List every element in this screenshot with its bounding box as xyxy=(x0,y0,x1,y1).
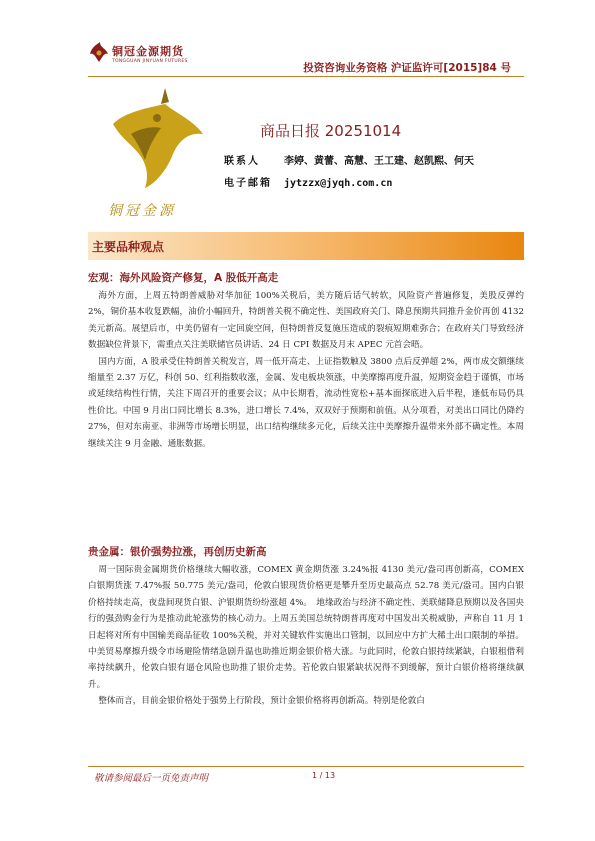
macro-heading: 宏观：海外风险资产修复，A 股低开高走 xyxy=(88,272,279,284)
metals-paragraph-2: 整体而言，目前金银价格处于强势上行阶段，预计金银价格将再创新高。特别是伦敦白 xyxy=(98,696,425,707)
section-header-bar xyxy=(88,232,524,260)
page-number: 1 / 13 xyxy=(312,771,336,780)
contact-label: 联系人 xyxy=(224,156,260,167)
company-logo xyxy=(88,40,198,74)
metals-heading: 贵金属：银价强势拉涨，再创历史新高 xyxy=(88,546,267,558)
logo-company-name: 铜冠金源期货 xyxy=(112,45,184,58)
macro-paragraph-2: 国内方面，A 股承受住特朗普关税发言，周一低开高走、上证指数触及 3800 点后反弹超 2%，两市成交额继续缩量至 2.37 万亿，科创 50、红利指数收涨，金属、发电板块领涨，中美摩擦再度升温，短期资金趋于谨慎，市场或延续结构性行情，关注下周召开的重要会议；从中长期看，流动性宽松+基本面探底进入后半程，逢低布局仍具性价比。中国 9 月出口同比增长 8.3%，进口增长 7.4%，双双好于预期和前值。从分项看，对美出口同比仍降约 27%，但对东南亚、非洲等市场增长明显，出口结构继续多元化，后续关注中美摩擦升温带来外部不确定性。本周继续关注 9 月金融、通胀数据。 xyxy=(88,356,524,449)
logo-company-name-en: TONGGUAN JINYUAN FUTURES xyxy=(112,59,188,64)
emblem-caption: 铜冠金源 xyxy=(108,203,176,219)
report-title: 商品日报 20251014 xyxy=(260,122,402,140)
metals-body xyxy=(88,562,524,710)
section-title: 主要品种观点 xyxy=(92,240,165,254)
macro-body xyxy=(88,288,524,452)
license-text: 投资咨询业务资格 沪证监许可[2015]84 号 xyxy=(303,62,511,74)
contact-names: 李婷、黄蕾、高慧、王工建、赵凯熙、何天 xyxy=(284,156,474,167)
header-divider xyxy=(88,76,524,77)
contact-row xyxy=(224,152,474,167)
email-link[interactable]: jytzzx@jyqh.com.cn xyxy=(284,178,393,189)
macro-paragraph-1: 海外方面，上周五特朗普威胁对华加征 100%关税后，美方随后话气转软，风险资产普遍修复，美股反弹约 2%，铜价基本收复跌幅，油价小幅回升，特朗普关税不确定性、美国政府关门、降息预期共同推升金价再创 4132 美元新高。展望后市，中美仍留有一定回旋空间，但特朗普反复施压造成的裂痕短期难弥合；在政府关门导致经济数据缺位背景下，需重点关注美联储官员讲话、24 日 CPI 数据及月末 APEC 元首会晤。 xyxy=(88,291,524,351)
crown-logo-icon xyxy=(88,40,110,66)
footer-divider xyxy=(88,766,524,767)
email-row xyxy=(224,174,392,189)
email-label: 电子邮箱 xyxy=(224,178,272,189)
metals-paragraph-1: 周一国际贵金属期货价格继续大幅收涨，COMEX 黄金期货涨 3.24%报 4130 美元/盎司再创新高，COMEX 白银期货涨 7.47%报 50.775 美元/盎司，伦敦白银现货价格更是攀升至历史最高点 52.78 美元/盎司。国内白银价格持续走高，夜盘间现货白银、沪银期货纷纷涨超 4%。 地缘政治与经济不确定性、美联储降息预期以及各国央行的强劲购金行为是推动此轮涨势的核心动力。上周五美国总统特朗普再度对中国发出关税威胁，声称自 11 月 1 日起将对所有中国输美商品征收 100%关税，并对关键软件实施出口管制，以回应中方扩大稀土出口限制的举措。中美贸易摩擦升级令市场避险情绪急剧升温也助推近期金银价格大涨。与此同时，伦敦白银持续紧缺，白银租借利率持续飙升，伦敦白银有逼仓风险也助推了银价走势。若伦敦白银紧缺状况得不到缓解，预计白银价格将继续飙升。 xyxy=(88,565,524,690)
disclaimer-link[interactable]: 敬请参阅最后一页免责声明 xyxy=(94,773,209,784)
